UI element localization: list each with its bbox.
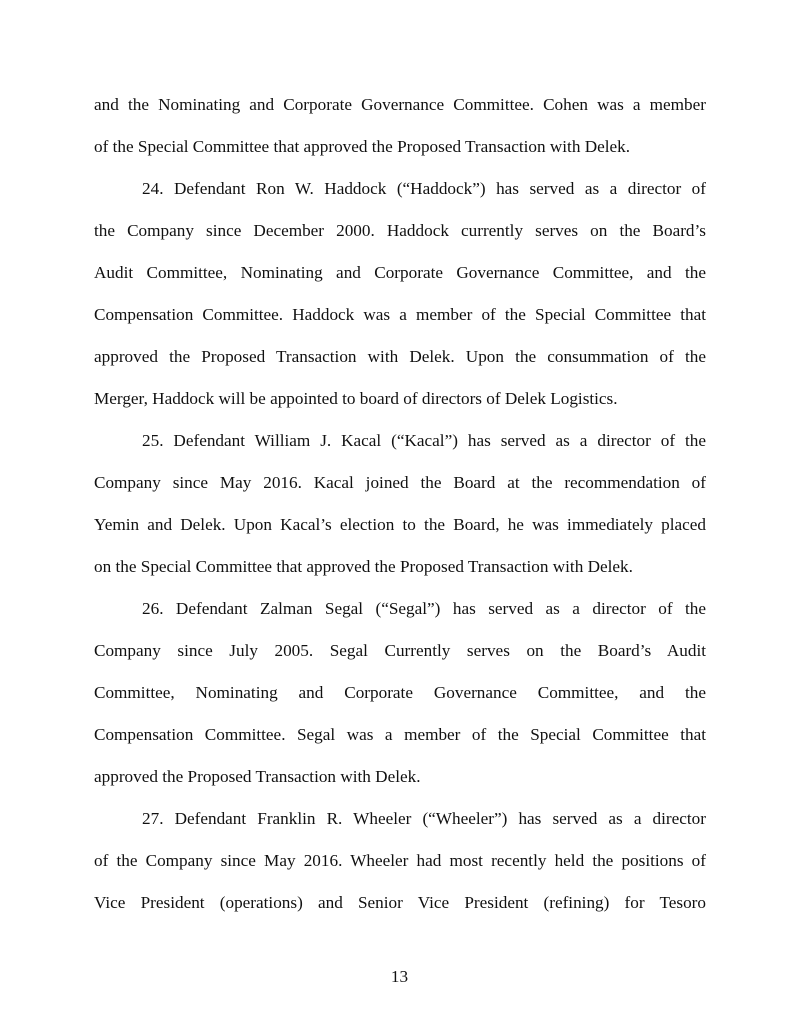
text-line: Compensation Committee. Segal was a member of the Special Committee that: [94, 725, 706, 744]
paragraph-24-first-line: 24. Defendant Ron W. Haddock (“Haddock”) has served as a director of: [142, 179, 706, 198]
text-line: Company since May 2016. Kacal joined the Board at the recommendation of: [94, 473, 706, 492]
text-line: of the Company since May 2016. Wheeler had most recently held the positions of: [94, 851, 706, 870]
paragraph-26-first-line: 26. Defendant Zalman Segal (“Segal”) has served as a director of the: [142, 599, 706, 618]
text-line: Audit Committee, Nominating and Corporate Governance Committee, and the: [94, 263, 706, 282]
page-number: 13: [390, 967, 409, 986]
text-line: Vice President (operations) and Senior Vice President (refining) for Tesoro: [94, 893, 706, 912]
text-line: Compensation Committee. Haddock was a member of the Special Committee that: [94, 305, 706, 324]
text-line: on the Special Committee that approved the Proposed Transaction with Delek.: [94, 557, 633, 576]
paragraph-25-first-line: 25. Defendant William J. Kacal (“Kacal”) has served as a director of the: [142, 431, 706, 450]
text-line: Company since July 2005. Segal Currently serves on the Board’s Audit: [94, 641, 706, 660]
text-line: Yemin and Delek. Upon Kacal’s election to the Board, he was immediately placed: [94, 515, 706, 534]
text-line: Merger, Haddock will be appointed to board of directors of Delek Logistics.: [94, 389, 618, 408]
text-line: of the Special Committee that approved the Proposed Transaction with Delek.: [94, 137, 631, 156]
text-line: approved the Proposed Transaction with Delek.: [94, 767, 421, 786]
text-line: the Company since December 2000. Haddock currently serves on the Board’s: [94, 221, 706, 240]
text-line: approved the Proposed Transaction with Delek. Upon the consummation of the: [94, 347, 706, 366]
text-line: Committee, Nominating and Corporate Governance Committee, and the: [94, 683, 706, 702]
text-line: and the Nominating and Corporate Governance Committee. Cohen was a member: [94, 95, 706, 114]
paragraph-27-first-line: 27. Defendant Franklin R. Wheeler (“Wheeler”) has served as a director: [142, 809, 706, 828]
